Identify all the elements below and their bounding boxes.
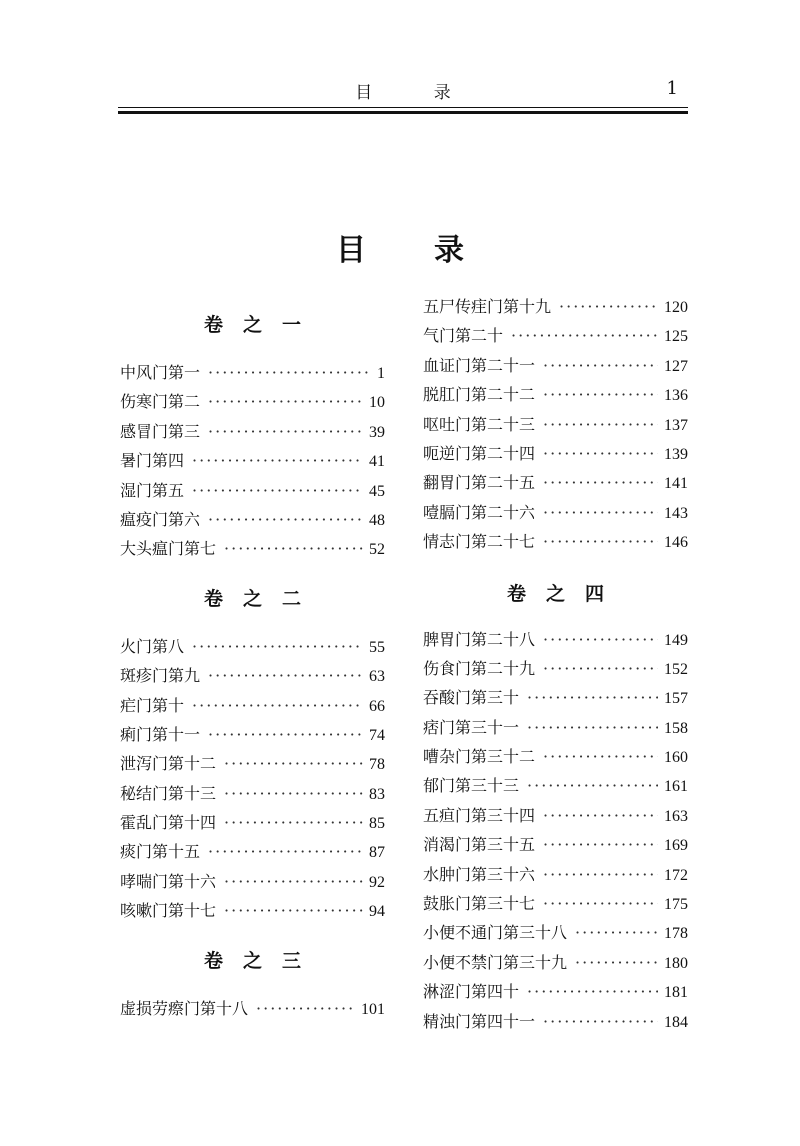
toc-entry[interactable] bbox=[423, 625, 688, 654]
toc-entry-page-number: 181 bbox=[664, 984, 688, 1002]
toc-entry-page-number: 63 bbox=[369, 668, 385, 686]
toc-entry-title: 疟门第十 bbox=[120, 695, 185, 715]
toc-entry-page-number: 101 bbox=[361, 1000, 385, 1018]
toc-entry-title: 脾胃门第二十八 bbox=[423, 629, 536, 649]
toc-entry[interactable] bbox=[423, 498, 688, 527]
volume-heading-char: 之 bbox=[242, 587, 262, 610]
toc-entry-title: 噎膈门第二十六 bbox=[423, 502, 536, 522]
toc-entry-page-number: 45 bbox=[369, 482, 385, 500]
volume-heading bbox=[423, 577, 688, 611]
toc-entry[interactable] bbox=[120, 417, 385, 446]
toc-right-column bbox=[423, 292, 688, 1036]
toc-entry-page-number: 39 bbox=[369, 423, 385, 441]
volume-heading-char: 卷 bbox=[203, 314, 223, 336]
toc-leader-dots bbox=[543, 801, 658, 830]
toc-entry-title: 伤食门第二十九 bbox=[423, 658, 536, 678]
toc-entry[interactable] bbox=[423, 380, 688, 409]
toc-entry[interactable] bbox=[120, 661, 385, 690]
toc-entry-title: 水肿门第三十六 bbox=[423, 864, 536, 884]
toc-entry-page-number: 152 bbox=[664, 660, 688, 678]
toc-entry-title: 火门第八 bbox=[120, 636, 185, 656]
toc-leader-dots bbox=[543, 351, 658, 380]
page-title bbox=[0, 225, 800, 269]
volume-heading-char: 卷 bbox=[506, 582, 526, 605]
toc-entry-title: 呕吐门第二十三 bbox=[423, 414, 536, 434]
toc-entry-title: 情志门第二十七 bbox=[423, 532, 536, 552]
toc-entry[interactable] bbox=[120, 779, 385, 808]
volume-heading bbox=[120, 582, 385, 616]
toc-entry-title: 吞酸门第三十 bbox=[423, 688, 520, 708]
toc-entry-title: 痞门第三十一 bbox=[423, 717, 520, 737]
toc-leader-dots bbox=[208, 837, 363, 866]
toc-leader-dots bbox=[543, 410, 658, 439]
toc-entry[interactable] bbox=[120, 808, 385, 837]
toc-entry-page-number: 149 bbox=[664, 631, 688, 649]
toc-entry[interactable] bbox=[423, 977, 688, 1006]
toc-leader-dots bbox=[208, 358, 371, 387]
toc-leader-dots bbox=[527, 713, 658, 742]
toc-entry[interactable] bbox=[423, 1007, 688, 1036]
toc-entry-page-number: 48 bbox=[369, 511, 385, 529]
toc-leader-dots bbox=[543, 1007, 658, 1036]
toc-entry-page-number: 157 bbox=[664, 690, 688, 708]
toc-entry-title: 淋涩门第四十 bbox=[423, 982, 520, 1002]
running-header bbox=[118, 78, 688, 106]
toc-entry-title: 暑门第四 bbox=[120, 451, 185, 471]
toc-entry-page-number: 52 bbox=[369, 541, 385, 559]
page-title-char: 目 bbox=[336, 233, 366, 268]
toc-entry-title: 气门第二十 bbox=[423, 326, 504, 346]
toc-leader-dots bbox=[543, 527, 658, 556]
toc-entry[interactable] bbox=[423, 321, 688, 350]
toc-leader-dots bbox=[224, 896, 363, 925]
toc-entry-page-number: 85 bbox=[369, 815, 385, 833]
toc-entry[interactable] bbox=[120, 867, 385, 896]
toc-leader-dots bbox=[527, 683, 658, 712]
toc-entry-title: 霍乱门第十四 bbox=[120, 813, 217, 833]
toc-entry-page-number: 163 bbox=[664, 807, 688, 825]
toc-entry-title: 脱肛门第二十二 bbox=[423, 385, 536, 405]
volume-heading bbox=[120, 308, 385, 342]
toc-leader-dots bbox=[224, 808, 363, 837]
volume-heading-char: 四 bbox=[585, 582, 605, 605]
toc-leader-dots bbox=[543, 889, 658, 918]
toc-entry[interactable] bbox=[423, 654, 688, 683]
toc-entry[interactable] bbox=[423, 948, 688, 977]
page-title-char: 录 bbox=[434, 233, 464, 268]
toc-entry[interactable] bbox=[423, 292, 688, 321]
toc-entry-title: 痢门第十一 bbox=[120, 724, 201, 744]
volume-heading-char: 之 bbox=[545, 582, 565, 605]
toc-entry-page-number: 10 bbox=[369, 394, 385, 412]
toc-entry[interactable] bbox=[423, 713, 688, 742]
toc-entry-page-number: 41 bbox=[369, 453, 385, 471]
toc-leader-dots bbox=[208, 720, 363, 749]
toc-entry[interactable] bbox=[120, 476, 385, 505]
toc-left-column bbox=[120, 308, 385, 1023]
toc-entry[interactable] bbox=[120, 632, 385, 661]
toc-leader-dots bbox=[543, 498, 658, 527]
toc-leader-dots bbox=[527, 771, 658, 800]
toc-leader-dots bbox=[224, 534, 363, 563]
toc-leader-dots bbox=[208, 505, 363, 534]
toc-entry[interactable] bbox=[120, 720, 385, 749]
running-header-page-number: 1 bbox=[666, 78, 678, 99]
toc-entry[interactable] bbox=[120, 896, 385, 925]
toc-entry[interactable] bbox=[423, 439, 688, 468]
toc-entry[interactable] bbox=[120, 505, 385, 534]
toc-entry-page-number: 78 bbox=[369, 756, 385, 774]
toc-entry-page-number: 125 bbox=[664, 328, 688, 346]
toc-entry-page-number: 1 bbox=[377, 365, 385, 382]
toc-entry[interactable] bbox=[120, 837, 385, 866]
toc-entry[interactable] bbox=[423, 889, 688, 918]
toc-entry[interactable] bbox=[423, 351, 688, 380]
toc-entry-title: 感冒门第三 bbox=[120, 421, 201, 441]
toc-entry-title: 郁门第三十三 bbox=[423, 776, 520, 796]
toc-entry-page-number: 158 bbox=[664, 719, 688, 737]
volume-heading-char: 之 bbox=[242, 314, 262, 336]
toc-entry-page-number: 87 bbox=[369, 844, 385, 862]
toc-entry-title: 虚损劳瘵门第十八 bbox=[120, 998, 249, 1018]
toc-entry-title: 痰门第十五 bbox=[120, 842, 201, 862]
toc-entry-page-number: 160 bbox=[664, 749, 688, 767]
toc-leader-dots bbox=[575, 948, 658, 977]
toc-entry-title: 大头瘟门第七 bbox=[120, 539, 217, 559]
toc-entry-page-number: 55 bbox=[369, 638, 385, 656]
header-rule-thin bbox=[118, 107, 688, 108]
toc-entry-page-number: 83 bbox=[369, 785, 385, 803]
toc-entry[interactable] bbox=[423, 527, 688, 556]
volume-heading-char: 卷 bbox=[203, 587, 223, 610]
toc-leader-dots bbox=[559, 292, 658, 321]
toc-entry[interactable] bbox=[423, 771, 688, 800]
toc-entry[interactable] bbox=[120, 534, 385, 563]
toc-entry-page-number: 120 bbox=[664, 299, 688, 316]
toc-entry-page-number: 137 bbox=[664, 416, 688, 434]
toc-leader-dots bbox=[256, 994, 355, 1023]
toc-leader-dots bbox=[224, 749, 363, 778]
toc-leader-dots bbox=[543, 625, 658, 654]
toc-leader-dots bbox=[208, 387, 363, 416]
toc-entry-title: 湿门第五 bbox=[120, 480, 185, 500]
toc-entry[interactable] bbox=[423, 918, 688, 947]
toc-entry[interactable] bbox=[120, 691, 385, 720]
toc-entry[interactable] bbox=[120, 994, 385, 1023]
toc-leader-dots bbox=[575, 918, 658, 947]
toc-entry-title: 伤寒门第二 bbox=[120, 392, 201, 412]
toc-entry-page-number: 172 bbox=[664, 866, 688, 884]
toc-leader-dots bbox=[527, 977, 658, 1006]
toc-leader-dots bbox=[192, 691, 363, 720]
toc-entry-title: 瘟疫门第六 bbox=[120, 509, 201, 529]
toc-entry[interactable] bbox=[120, 358, 385, 387]
toc-leader-dots bbox=[543, 860, 658, 889]
volume-heading-char: 卷 bbox=[203, 949, 223, 972]
toc-leader-dots bbox=[543, 654, 658, 683]
toc-entry-title: 秘结门第十三 bbox=[120, 783, 217, 803]
toc-entry-page-number: 178 bbox=[664, 925, 688, 943]
toc-entry[interactable] bbox=[423, 801, 688, 830]
toc-leader-dots bbox=[208, 417, 363, 446]
toc-entry-page-number: 92 bbox=[369, 873, 385, 891]
toc-entry-title: 嘈杂门第三十二 bbox=[423, 747, 536, 767]
toc-entry[interactable] bbox=[120, 446, 385, 475]
toc-entry-page-number: 66 bbox=[369, 697, 385, 715]
toc-entry-title: 小便不通门第三十八 bbox=[423, 923, 568, 943]
toc-leader-dots bbox=[511, 321, 658, 350]
volume-heading-char: 之 bbox=[242, 949, 262, 972]
toc-entry-title: 中风门第一 bbox=[120, 363, 201, 382]
toc-leader-dots bbox=[192, 476, 363, 505]
toc-entry[interactable] bbox=[423, 830, 688, 859]
toc-entry-title: 五尸传疰门第十九 bbox=[423, 297, 552, 316]
toc-entry-title: 消渴门第三十五 bbox=[423, 835, 536, 855]
toc-entry-title: 斑疹门第九 bbox=[120, 666, 201, 686]
volume-heading-char: 三 bbox=[282, 949, 302, 972]
toc-entry[interactable] bbox=[120, 387, 385, 416]
toc-entry-page-number: 146 bbox=[664, 534, 688, 552]
toc-entry-page-number: 184 bbox=[664, 1013, 688, 1031]
volume-heading bbox=[120, 944, 385, 978]
toc-entry-page-number: 180 bbox=[664, 954, 688, 972]
toc-entry-title: 哮喘门第十六 bbox=[120, 871, 217, 891]
volume-heading-char: 一 bbox=[282, 314, 302, 336]
toc-leader-dots bbox=[224, 867, 363, 896]
toc-leader-dots bbox=[543, 380, 658, 409]
toc-entry-title: 咳嗽门第十七 bbox=[120, 901, 217, 921]
toc-entry-page-number: 141 bbox=[664, 475, 688, 493]
toc-entry[interactable] bbox=[120, 749, 385, 778]
toc-entry-title: 小便不禁门第三十九 bbox=[423, 952, 568, 972]
toc-entry-page-number: 175 bbox=[664, 896, 688, 914]
toc-entry-page-number: 143 bbox=[664, 504, 688, 522]
toc-entry-title: 精浊门第四十一 bbox=[423, 1011, 536, 1031]
toc-entry-page-number: 127 bbox=[664, 357, 688, 375]
toc-entry-title: 鼓胀门第三十七 bbox=[423, 894, 536, 914]
toc-leader-dots bbox=[208, 661, 363, 690]
toc-entry-page-number: 169 bbox=[664, 837, 688, 855]
toc-leader-dots bbox=[543, 468, 658, 497]
toc-entry-page-number: 136 bbox=[664, 387, 688, 405]
toc-leader-dots bbox=[224, 779, 363, 808]
toc-entry-page-number: 94 bbox=[369, 903, 385, 921]
toc-entry-page-number: 74 bbox=[369, 726, 385, 744]
toc-leader-dots bbox=[543, 439, 658, 468]
toc-entry-title: 翻胃门第二十五 bbox=[423, 473, 536, 493]
toc-entry-page-number: 161 bbox=[664, 778, 688, 796]
toc-entry-page-number: 139 bbox=[664, 445, 688, 463]
toc-entry-title: 呃逆门第二十四 bbox=[423, 443, 536, 463]
toc-leader-dots bbox=[543, 830, 658, 859]
toc-entry[interactable] bbox=[423, 468, 688, 497]
running-header-title: 目 录 bbox=[355, 83, 479, 103]
toc-entry[interactable] bbox=[423, 742, 688, 771]
toc-entry[interactable] bbox=[423, 860, 688, 889]
toc-entry[interactable] bbox=[423, 683, 688, 712]
toc-entry-title: 泄泻门第十二 bbox=[120, 754, 217, 774]
toc-leader-dots bbox=[543, 742, 658, 771]
toc-leader-dots bbox=[192, 446, 363, 475]
toc-entry[interactable] bbox=[423, 410, 688, 439]
toc-leader-dots bbox=[192, 632, 363, 661]
header-rule-thick bbox=[118, 111, 688, 114]
toc-entry-title: 五疸门第三十四 bbox=[423, 805, 536, 825]
volume-heading-char: 二 bbox=[282, 587, 302, 610]
toc-entry-title: 血证门第二十一 bbox=[423, 355, 536, 375]
